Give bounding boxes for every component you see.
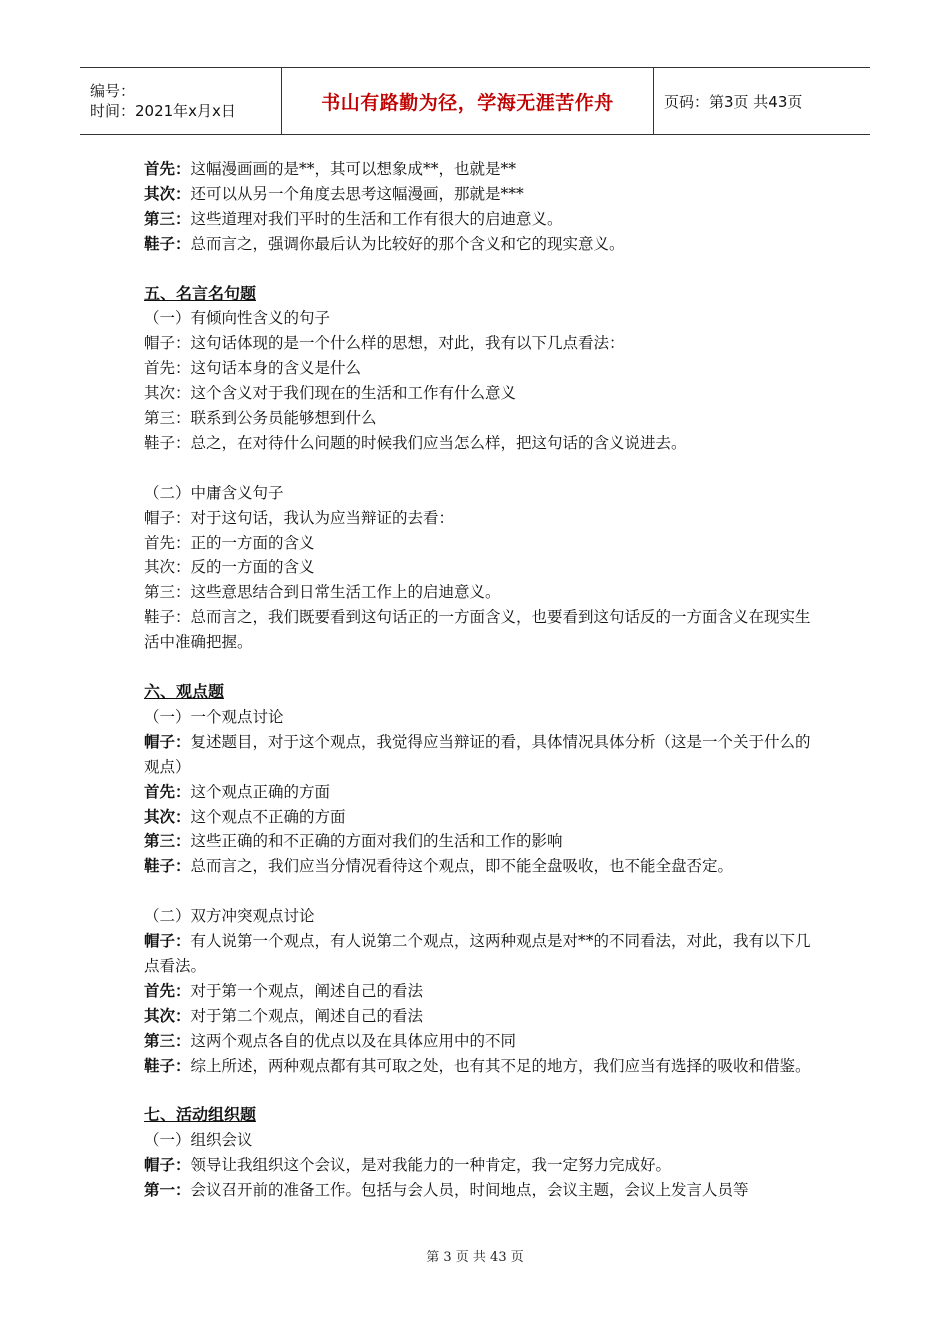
item-text: 复述题目，对于这个观点，我觉得应当辩证的看，具体情况具体分析（这是一个关于什么的观点） [144,732,811,776]
item-label: 第三： [144,1030,191,1050]
outline-item [144,381,816,406]
outline-item [144,1178,816,1203]
item-text: 总而言之，强调你最后认为比较好的那个含义和它的现实意义。 [190,234,625,253]
subsection-heading: （一）组织会议 [144,1131,253,1150]
item-label: 第三： [144,831,191,851]
item-label: 首先： [144,781,191,801]
document-body [144,157,816,1203]
item-text: 联系到公务员能够想到什么 [190,409,377,428]
doc-date: 时间：2021年x月x日 [90,102,236,120]
item-text: 总而言之，我们应当分情况看待这个观点，即不能全盘吸收，也不能全盘否定。 [190,857,734,876]
section-heading-line [144,282,816,307]
item-label: 首先： [144,159,191,178]
page-number-label: 页码：第3页 共43页 [664,92,803,111]
item-label: 鞋子： [144,856,191,876]
item-label: 首先： [144,533,191,552]
item-label: 第三： [144,409,191,428]
item-text: 总而言之，我们既要看到这句话正的一方面含义，也要看到这句话反的一方面含义在现实生活中准确把握。 [144,608,811,652]
outline-item [144,207,816,232]
outline-item [144,232,816,257]
item-label: 首先： [144,359,191,378]
item-text: 对于第二个观点，阐述自己的看法 [190,1006,424,1025]
item-text: 这个观点不正确的方面 [190,807,346,826]
outline-item [144,1029,816,1054]
item-label: 其次： [144,1005,191,1025]
item-text: 对于第一个观点，阐述自己的看法 [190,981,424,1000]
paragraph-gap [144,257,816,282]
outline-item [144,531,816,556]
outline-item [144,331,816,356]
outline-item [144,157,816,182]
item-text: 反的一方面的含义 [190,558,315,577]
outline-item [144,979,816,1004]
outline-item [144,431,816,456]
item-label: 第三： [144,583,191,602]
item-text: 总之，在对待什么问题的时候我们应当怎么样，把这句话的含义说进去。 [190,433,687,452]
outline-item [144,780,816,805]
outline-item [144,406,816,431]
page-header [80,67,870,135]
item-text: 这个含义对于我们现在的生活和工作有什么意义 [190,384,517,403]
item-text: 这句话体现的是一个什么样的思想，对此，我有以下几点看法： [190,334,625,353]
subsection-heading: （二）中庸含义句子 [144,483,284,502]
item-text: 对于这句话，我认为应当辩证的去看： [190,508,455,527]
item-label: 第一： [144,1180,191,1200]
item-label: 其次： [144,384,191,403]
item-text: 正的一方面的含义 [190,533,315,552]
item-label: 其次： [144,558,191,577]
item-label: 其次： [144,183,191,203]
paragraph-gap [144,1078,816,1103]
subsection-heading: （二）双方冲突观点讨论 [144,907,315,926]
section-heading: 七、活动组织题 [144,1105,257,1125]
subsection-heading: （一）一个观点讨论 [144,707,284,726]
page-footer: 第 3 页 共 43 页 [426,1250,524,1265]
outline-item [144,829,816,854]
paragraph-gap [144,879,816,904]
section-heading: 六、观点题 [144,681,225,701]
item-text: 这些意思结合到日常生活工作上的启迪意义。 [190,583,501,602]
item-text: 领导让我组织这个会议，是对我能力的一种肯定，我一定努力完成好。 [190,1156,672,1175]
outline-item [144,929,816,979]
outline-item [144,506,816,531]
item-label: 帽子： [144,1155,191,1175]
item-text: 这些道理对我们平时的生活和工作有很大的启迪意义。 [190,209,563,228]
paragraph-gap [144,456,816,481]
item-label: 鞋子： [144,233,191,253]
item-label: 鞋子： [144,1055,191,1075]
item-text: 这句话本身的含义是什么 [190,359,362,378]
item-label: 鞋子： [144,608,191,627]
item-label: 第三： [144,208,191,228]
item-label: 其次： [144,806,191,826]
header-motto [282,68,654,134]
outline-item [144,605,816,655]
item-text: 还可以从另一个角度去思考这幅漫画，那就是*** [190,184,524,203]
outline-item [144,805,816,830]
item-label: 帽子： [144,731,191,751]
header-meta [80,68,282,134]
item-label: 首先： [144,980,191,1000]
item-text: 这些正确的和不正确的方面对我们的生活和工作的影响 [190,832,563,851]
item-label: 帽子： [144,508,191,527]
outline-item [144,1004,816,1029]
item-text: 这幅漫画画的是**，其可以想象成**，也就是** [190,160,517,178]
paragraph-gap [144,655,816,680]
item-label: 帽子： [144,931,191,951]
motto-text: 书山有路勤为径，学海无涯苦作舟 [321,91,614,114]
item-text: 这两个观点各自的优点以及在具体应用中的不同 [190,1031,517,1050]
outline-item [144,182,816,207]
section-heading-line [144,1103,816,1128]
section-heading-line [144,680,816,705]
outline-item [144,1054,816,1079]
item-text: 有人说第一个观点，有人说第二个观点，这两种观点是对**的不同看法，对此，我有以下几点看法。 [144,932,811,975]
outline-item [144,730,816,780]
header-page-info [654,68,870,134]
item-label: 帽子： [144,334,191,353]
outline-item [144,356,816,381]
outline-item [144,555,816,580]
item-text: 会议召开前的准备工作。包括与会人员，时间地点，会议主题，会议上发言人员等 [190,1181,749,1200]
outline-item [144,854,816,879]
item-label: 鞋子： [144,433,191,452]
item-text: 综上所述，两种观点都有其可取之处，也有其不足的地方，我们应当有选择的吸收和借鉴。 [190,1056,811,1075]
section-heading: 五、名言名句题 [144,283,257,303]
outline-item [144,1153,816,1178]
subsection-heading: （一）有倾向性含义的句子 [144,309,331,328]
doc-number-label: 编号： [90,82,136,100]
item-text: 这个观点正确的方面 [190,782,331,801]
outline-item [144,580,816,605]
